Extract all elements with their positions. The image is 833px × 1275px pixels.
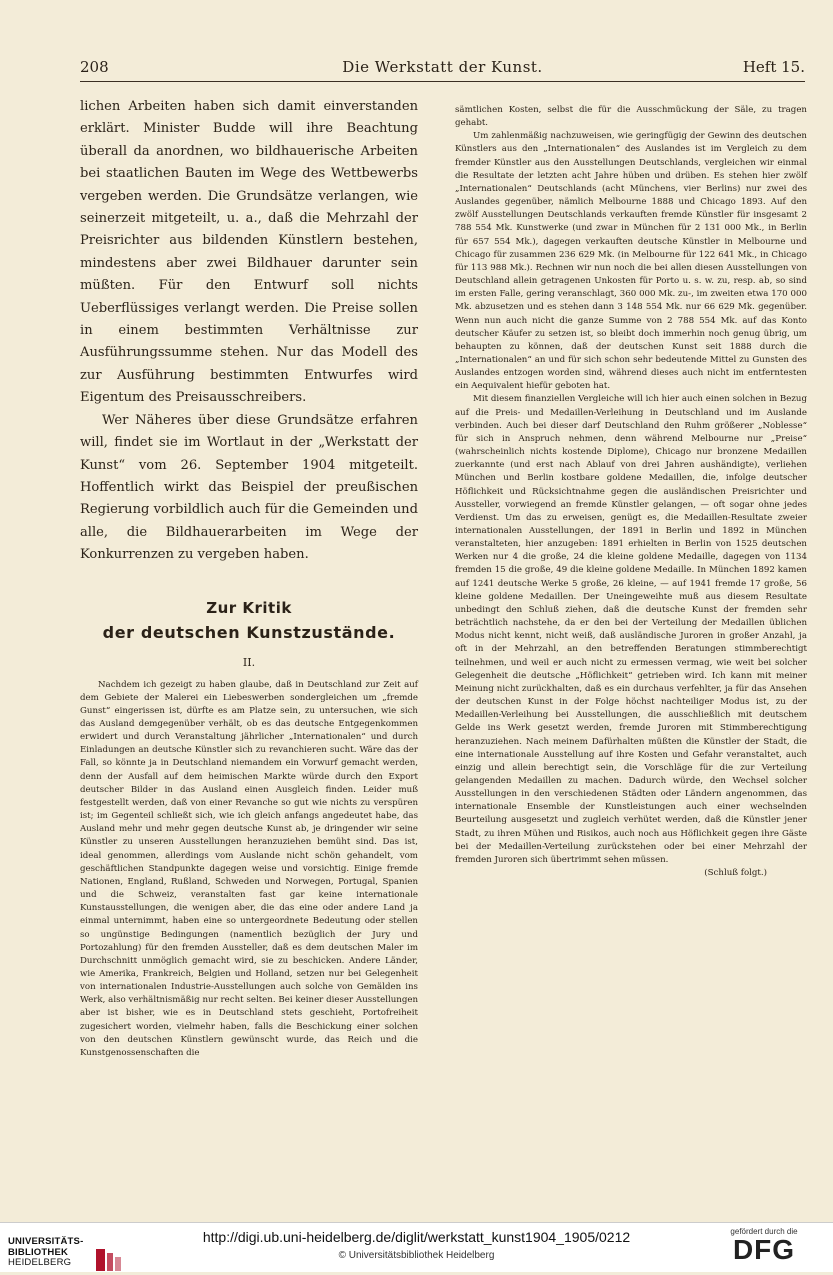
right-paragraph-2: Um zahlenmäßig nachzuweisen, wie geringfügig der Gewinn des deutschen Künstlers aus den „Internationalen“ des Auslandes ist im Vergleich zu dem fremder Künstler aus den Ausstellungen Deutschlands, vergleichen wir einmal die Resultate der letzten acht Jahre hüben und drüben. Es stehen hier zwölf „Internationalen“ Deutschlands (acht Münchens, vier Berlins) nur zwei des Auslandes gegenüber, nämlich Melbourne 1888 und Chicago 1893. Auf den zwölf Ausstellungen Deutschlands verkauften fremde Künstler für insgesamt 2 788 554 Mk. Kunstwerke (und zwar in München für 2 131 000 Mk., in Berlin für 657 554 Mk.), dagegen verkauften deutsche Künstler in Melbourne und Chicago für zusammen 236 629 Mk. (in Melbourne für 122 641 Mk., in Chicago für 113 988 Mk.). Rechnen wir nun noch die bei allen diesen Ausstellungen von Deutschland allein getragenen Unkosten für Porto u. s. w. zu, resp. ab, so sind im ersten Falle, gering veranschlagt, 360 000 Mk. zu-, im zweiten etwa 170 000 Mk. abzusetzen und es stehen dann 3 148 554 Mk. nur 66 629 Mk. gegenüber. Wenn nun auch nicht die ganze Summe von 2 788 554 Mk. auf das Konto deutscher Käufer zu setzen ist, so bleibt doch immerhin noch genug übrig, um behaupten zu können, daß der deutschen Kunst seit 1888 durch die „Internationalen“ an und für sich schon sehr bedeutende Mittel zu Gunsten des Auslandes entzogen worden sind, während dieses auch nicht im entferntesten ein Aequivalent hiefür geboten hat. [455, 131, 807, 392]
copyright-notice: © Universitätsbibliothek Heidelberg [338, 1250, 495, 1261]
left-column [80, 96, 418, 1060]
dfg-sponsor-logo[interactable] [709, 1227, 819, 1264]
article-title-line-2: der deutschen Kunstzustände. [102, 622, 396, 642]
sponsor-caption: gefördert durch die [730, 1227, 798, 1236]
page-header [80, 58, 805, 82]
running-title: Die Werkstatt der Kunst. [342, 58, 543, 76]
viewer-footer [0, 1222, 833, 1272]
dfg-logo-text: DFG [732, 1234, 796, 1265]
header-rule [80, 81, 805, 82]
article-part-number: II. [242, 655, 256, 669]
library-name-line-1: UNIVERSITÄTS- [8, 1236, 84, 1247]
article-paragraph: Nachdem ich gezeigt zu haben glaube, daß in Deutschland zur Zeit auf dem Gebiete der Malerei ein Liebeswerben sondergleichen um „fremde Gunst“ eingerissen ist, dürfte es am Platze sein, zu untersuchen, wie sich das Ausland demgegenüber verhält, ob es das deutsche Entgegenkommen erwidert und durch Veranstaltung jährlicher „Internationalen“ und durch Einladungen an deutsche Künstler sich zu revanchieren sucht. Wäre das der Fall, so könnte ja in Deutschland niemandem ein Vorwurf gemacht werden, denn der Ausfall auf dem heimischen Markte würde durch den Export deutscher Bilder in das Ausland einen Ausgleich finden. Leider muß festgestellt werden, daß von einer Revanche so gut wie nichts zu verspüren ist; im Gegenteil schließt sich, wie ich gleich anfangs angedeutet habe, das Ausland mehr und mehr gegen deutsche Kunst ab, je dringender wir seine Künstler zu unseren Ausstellungen heranzuziehen bemüht sind. Das ist, ideal genommen, allerdings vom Auslande nicht schön gehandelt, vom geschäftlichen Standpunkte dagegen weise und vorsichtig. Einige fremde Nationen, England, Rußland, Schweden und Norwegen, Portugal, Spanien und die Schweiz, veranstalten fast gar keine internationale Kunstausstellungen, die wenigen aber, die das eine oder andere Land ja einmal unternimmt, haben eine so untergeordnete Bedeutung oder stellen so ungünstige Bedingungen (namentlich bezüglich der Jury und Portozahlung) für den fremden Aussteller, daß es dem deutschen Maler im Durchschnitt unmöglich gemacht wird, sie zu beschicken. Andere Länder, wie Amerika, Frankreich, Belgien und Holland, setzen nur bei Gelegenheit von internationalen Industrie-Ausstellungen auch solche von Gemälden ins Werk, also verhältnismäßig nur recht selten. Bei keiner dieser Ausstellungen aber ist bisher, wie es in Deutschland stets geschieht, Portofreiheit zugesichert worden, vielmehr haben, falls die Beschickung einer solchen von den deutschen Künstlern gewünscht wurde, das Reich und die Kunstgenossenschaften die [80, 679, 418, 1058]
right-paragraph-1: sämtlichen Kosten, selbst die für die Ausschmückung der Säle, zu tragen gehabt. [455, 105, 807, 129]
issue-number: Heft 15. [742, 58, 805, 76]
permalink-url[interactable]: http://digi.ub.uni-heidelberg.de/diglit/werkstatt_kunst1904_1905/0212 [202, 1229, 631, 1245]
right-paragraph-3: Mit diesem finanziellen Vergleiche will ich hier auch einen solchen in Bezug auf die Preis- und Medaillen-Verleihung in Deutschland und im Auslande verbinden. Auch bei dieser darf Deutschland den Ruhm größerer „Noblesse“ für sich in Anspruch nehmen, denn während Melbourne nur „Preise“ (wahrscheinlich nichts kostende Diplome), Chicago nur bronzene Medaillen zuerkannte (und erst nach Ablauf von drei Jahren aushändigte), verliehen München und Berlin kostbare goldene Medaillen, die, infolge deutscher Höflichkeit und Rücksichtnahme gegen die ausländischen Preisrichter und Aussteller, vorwiegend an fremde Künstler gelangen, — oft sogar ohne jedes Verdienst. Um das zu erweisen, genügt es, die Medaillen-Resultate zweier internationalen Ausstellungen, der 1891 in Berlin und 1892 in München veranstalteten, hier anzugeben: 1891 erhielten in Berlin von 1525 deutschen Werken nur 4 die große, 24 die kleine goldene Medaille, dagegen von 1134 fremden 15 die große, 49 die kleine goldene Medaille. In München 1892 kamen auf 1241 deutsche Werke 5 große, 26 kleine, — auf 1941 fremde 17 große, 56 kleine goldene Medaillen. Der Uneingeweihte muß aus diesem Resultate unbedingt den Schluß ziehen, daß die deutsche Kunst der fremden sehr beträchtlich nachstehe, da er den bei der Verteilung der Medaillen üblichen Modus nicht kennt, nicht weiß, daß ausländische Juroren in großer Anzahl, ja oft in der Mehrzahl, an den betreffenden Beratungen stimmberechtigt teilnehmen, und weil er auch nicht zu ermessen vermag, wie weit bei solcher Gelegenheit die deutsche „Höflichkeit“ getrieben wird. Ich kann mit meiner Meinung nicht zurückhalten, daß es ein durchaus verfehlter, ja für das Ansehen der deutschen Kunst in der Folge höchst nachteiliger Modus ist, zu der Medaillen-Verleihung bei Ausstellungen, die ausschließlich mit deutschem Gelde ins Werk gesetzt werden, fremde Juroren mit Stimmberechtigung heranzuziehen. Nach meinem Dafürhalten müßten die Künstler der Stadt, die eine internationale Ausstellung auf ihre Kosten und Gefahr veranstaltet, auch einzig und allein berechtigt sein, die Vorschläge für die zur Verteilung gelangenden Medaillen zu machen. Dadurch würde, den Wechsel solcher Ausstellungen in den verschiedenen Städten oder Ländern angenommen, das internationale Ensemble der Kunstleistungen auch einer wechselnden Beurteilung ausgesetzt und zugleich verhütet werden, daß die Künstler jener Stadt, zu ihren Mühen und Risikos, auch noch aus Höflichkeit gegen ihre Gäste bei der Medaillen-Verteilung zurückstehen oder bei einer Mehrzahl der fremden Juroren sich übertrimmt sehen müssen. [455, 394, 807, 865]
intro-paragraph-1: lichen Arbeiten haben sich damit einverstanden erklärt. Minister Budde will ihre Beachtung überall da anordnen, wo bildhauerische Arbeiten bei staatlichen Bauten im Wege des Wettbewerbs vergeben werden. Die Grundsätze verlangen, wie seinerzeit mitgeteilt, u. a., daß die Mehrzahl der Preisrichter aus bildenden Künstlern bestehen, mindestens aber zwei Bildhauer darunter sein müßten. Für den Entwurf soll nichts Ueberflüssiges verlangt werden. Die Preise sollen in einem bestimmten Verhältnisse zur Ausführungssumme stehen. Nur das Modell des zur Ausführung bestimmten Entwurfes wird Eigentum des Preisausschreibers. [80, 99, 418, 406]
page-number: 208 [80, 58, 109, 76]
intro-paragraph-2: Wer Näheres über diese Grundsätze erfahren will, findet sie im Wortlaut in der „Werkstatt der Kunst“ vom 26. September 1904 mitgeteilt. Hoffentlich wirkt das Beispiel der preußischen Regierung vorbildlich auch für die Gemeinden und alle, die Bildhauerarbeiten im Wege der Konkurrenzen zu vergeben haben. [80, 412, 418, 563]
right-column [455, 104, 807, 880]
library-name-line-2: BIBLIOTHEK [8, 1246, 69, 1258]
continuation-note: (Schluß folgt.) [704, 868, 767, 879]
library-name-line-3: HEIDELBERG [8, 1257, 72, 1268]
article-title-line-1: Zur Kritik [206, 598, 292, 617]
